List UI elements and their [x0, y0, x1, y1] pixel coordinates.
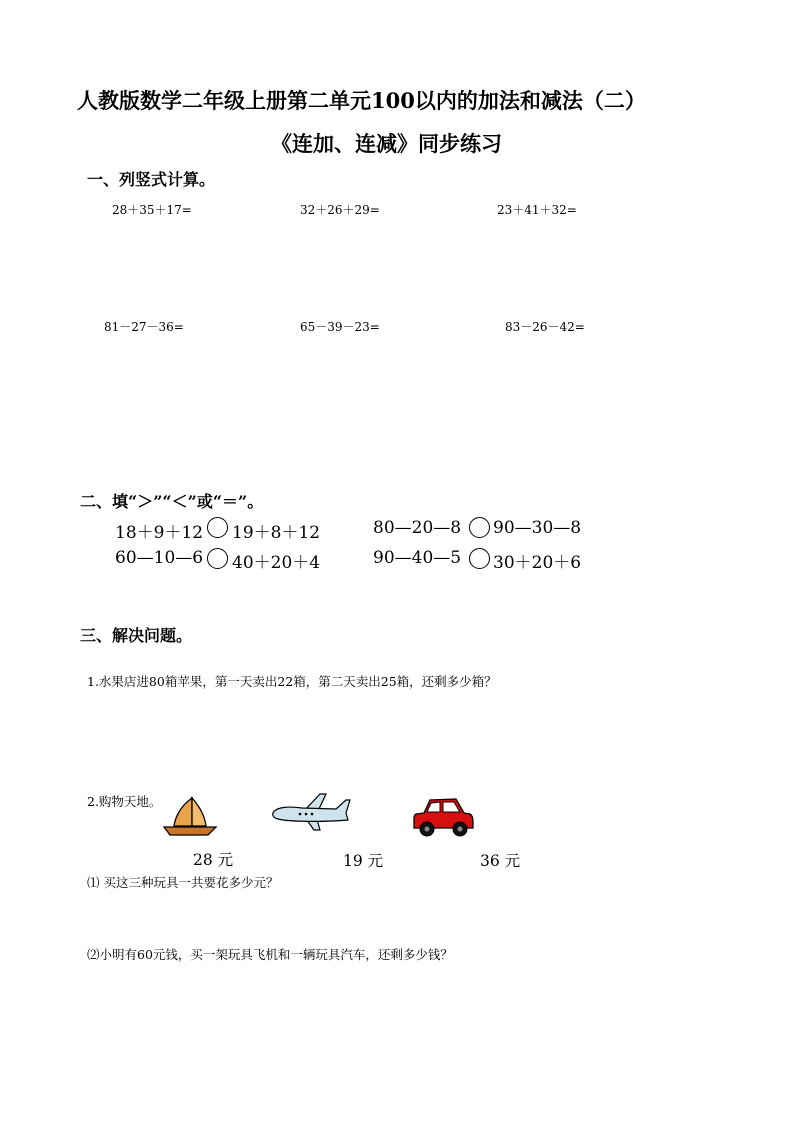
expression-6: 83－26－42=	[505, 320, 585, 334]
sailboat-icon	[162, 795, 218, 837]
answer-circle-3[interactable]	[207, 548, 228, 569]
price-car: 36 元	[480, 852, 521, 870]
problem-2-title: 2.购物天地。	[87, 794, 162, 809]
comparison-4-right: 30＋20＋6	[493, 553, 582, 573]
expression-2: 32＋26＋29=	[300, 203, 380, 217]
section3-heading: 三、解决问题。	[80, 626, 193, 645]
comparison-2-left: 80—20—8	[373, 518, 462, 538]
problem-2-question-2: ⑵小明有60元钱，买一架玩具飞机和一辆玩具汽车，还剩多少钱？	[87, 947, 453, 962]
expression-3: 23＋41＋32=	[497, 203, 577, 217]
expression-5: 65－39－23=	[300, 320, 380, 334]
page-title: 人教版数学二年级上册第二单元100以内的加法和减法（二）	[77, 88, 646, 113]
expression-1: 28＋35＋17=	[112, 203, 192, 217]
comparison-3-left: 60—10—6	[115, 548, 204, 568]
airplane-icon	[270, 792, 352, 832]
comparison-2-right: 90—30—8	[493, 518, 582, 538]
section2-heading: 二、填“＞”“＜”或“＝”。	[80, 492, 264, 511]
comparison-3-right: 40＋20＋4	[232, 553, 321, 573]
page-subtitle: 《连加、连减》同步练习	[271, 131, 502, 156]
car-icon	[412, 796, 474, 838]
problem-1: 1.水果店进80箱苹果，第一天卖出22箱，第二天卖出25箱，还剩多少箱？	[87, 674, 497, 689]
comparison-4-left: 90—40—5	[373, 548, 462, 568]
problem-2-question-1: ⑴ 买这三种玩具一共要花多少元？	[87, 875, 279, 890]
answer-circle-1[interactable]	[207, 517, 228, 538]
price-sailboat: 28 元	[193, 851, 234, 869]
section1-heading: 一、列竖式计算。	[87, 170, 216, 189]
expression-4: 81－27－36=	[104, 320, 184, 334]
answer-circle-4[interactable]	[469, 548, 490, 569]
comparison-1-left: 18＋9＋12	[115, 523, 204, 543]
answer-circle-2[interactable]	[469, 517, 490, 538]
comparison-1-right: 19＋8＋12	[232, 523, 321, 543]
price-airplane: 19 元	[343, 852, 384, 870]
